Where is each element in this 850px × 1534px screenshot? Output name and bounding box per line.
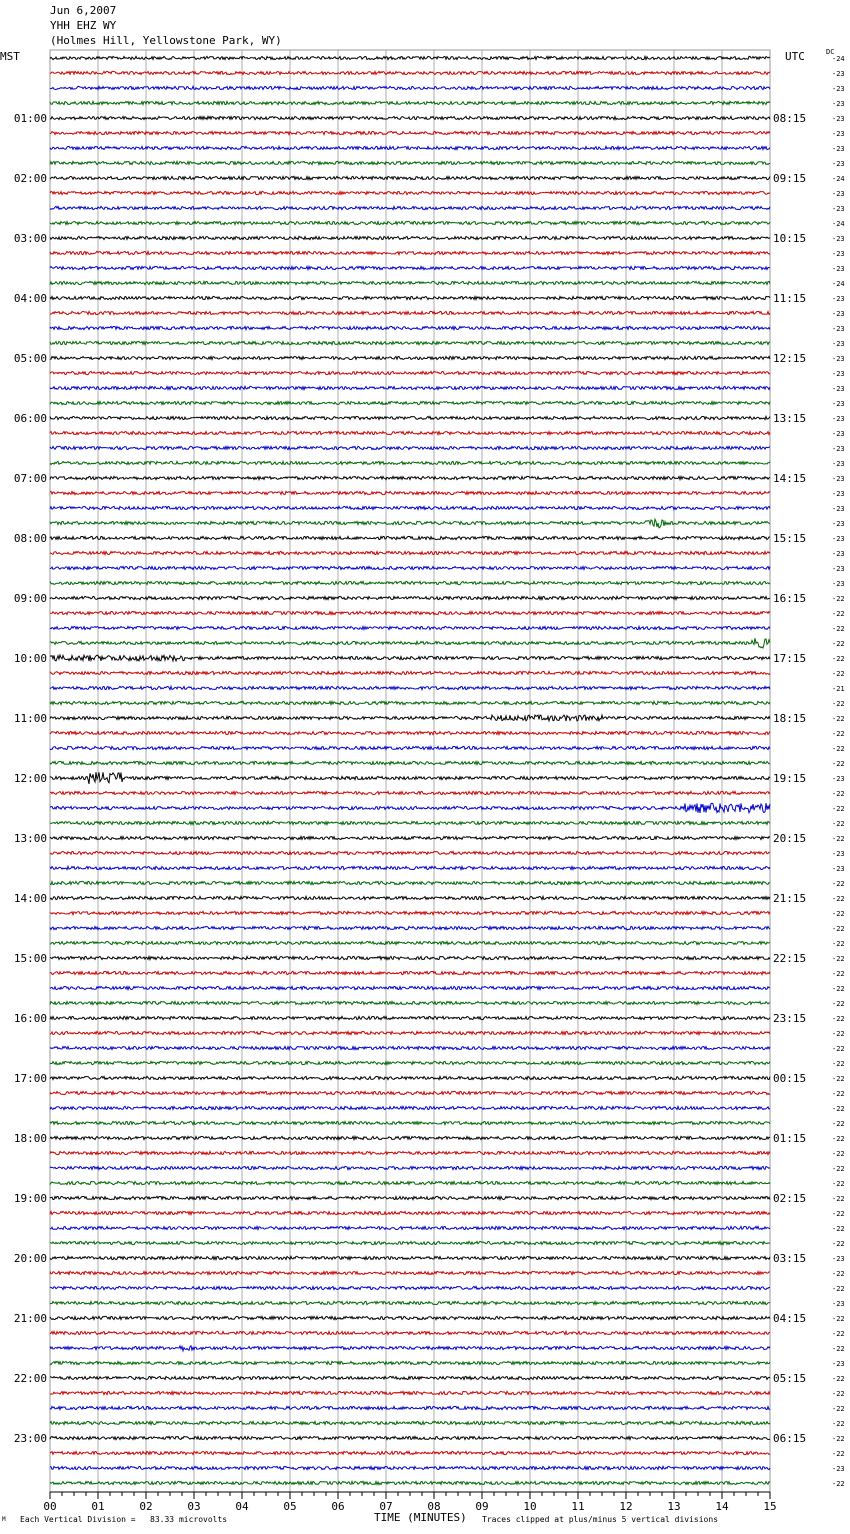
trace-line bbox=[50, 146, 770, 149]
utc-hour-label: 04:15 bbox=[773, 1312, 807, 1325]
dc-offset-value: -21 bbox=[832, 685, 845, 693]
dc-offset-value: -23 bbox=[832, 850, 845, 858]
trace-line bbox=[50, 461, 770, 464]
trace-line bbox=[50, 626, 770, 629]
trace-line bbox=[50, 731, 770, 734]
trace-line bbox=[50, 56, 770, 59]
mst-hour-label: 07:00 bbox=[13, 472, 47, 485]
dc-offset-value: -22 bbox=[832, 1330, 845, 1338]
x-tick-label: 12 bbox=[619, 1500, 633, 1513]
station-location: (Holmes Hill, Yellowstone Park, WY) bbox=[50, 34, 282, 47]
dc-offset-value: -22 bbox=[832, 955, 845, 963]
utc-hour-label: 17:15 bbox=[773, 652, 807, 665]
dc-offset-value: -23 bbox=[832, 535, 845, 543]
dc-offset-value: -22 bbox=[832, 715, 845, 723]
record-date: Jun 6,2007 bbox=[50, 4, 117, 17]
trace-line bbox=[50, 1166, 770, 1169]
dc-offset-value: -22 bbox=[832, 1150, 845, 1158]
dc-offset-header: DC bbox=[826, 48, 835, 56]
mst-hour-label: 18:00 bbox=[13, 1132, 47, 1145]
trace-line bbox=[50, 1391, 770, 1394]
trace-line bbox=[50, 1106, 770, 1109]
mst-hour-label: 19:00 bbox=[13, 1192, 47, 1205]
trace-line bbox=[50, 101, 770, 104]
trace-line bbox=[50, 1301, 770, 1304]
utc-hour-label: 08:15 bbox=[773, 112, 807, 125]
utc-hour-label: 11:15 bbox=[773, 292, 807, 305]
utc-hour-label: 09:15 bbox=[773, 172, 807, 185]
trace-line bbox=[50, 803, 770, 813]
dc-offset-value: -23 bbox=[832, 115, 845, 123]
dc-offset-value: -23 bbox=[832, 505, 845, 513]
mst-hour-label: 20:00 bbox=[13, 1252, 47, 1265]
trace-line bbox=[50, 566, 770, 569]
trace-line bbox=[50, 1196, 770, 1199]
dc-offset-value: -23 bbox=[832, 130, 845, 138]
dc-offset-value: -22 bbox=[832, 910, 845, 918]
trace-line bbox=[50, 236, 770, 239]
dc-offset-value: -22 bbox=[832, 1225, 845, 1233]
trace-line bbox=[50, 1451, 770, 1454]
dc-offset-value: -23 bbox=[832, 100, 845, 108]
trace-line bbox=[50, 386, 770, 389]
trace-line bbox=[50, 1181, 770, 1184]
mst-hour-label: 12:00 bbox=[13, 772, 47, 785]
trace-line bbox=[50, 926, 770, 930]
dc-offset-value: -22 bbox=[832, 970, 845, 978]
dc-offset-value: -23 bbox=[832, 325, 845, 333]
x-tick-label: 00 bbox=[43, 1500, 57, 1513]
trace-line bbox=[50, 701, 770, 704]
seismic-traces bbox=[50, 55, 845, 1488]
dc-offset-value: -22 bbox=[832, 1390, 845, 1398]
trace-line bbox=[50, 476, 770, 479]
utc-hour-label: 16:15 bbox=[773, 592, 807, 605]
dc-offset-value: -24 bbox=[832, 55, 845, 63]
trace-line bbox=[50, 1436, 770, 1439]
x-tick-label: 06 bbox=[331, 1500, 345, 1513]
x-tick-label: 11 bbox=[571, 1500, 585, 1513]
dc-offset-value: -22 bbox=[832, 820, 845, 828]
dc-offset-value: -23 bbox=[832, 250, 845, 258]
dc-offset-value: -22 bbox=[832, 1375, 845, 1383]
dc-offset-value: -23 bbox=[832, 205, 845, 213]
mst-hour-label: 10:00 bbox=[13, 652, 47, 665]
trace-line bbox=[50, 1256, 770, 1259]
dc-offset-value: -22 bbox=[832, 1435, 845, 1443]
trace-line bbox=[50, 671, 770, 674]
dc-offset-value: -22 bbox=[832, 730, 845, 738]
trace-line bbox=[50, 715, 770, 721]
trace-line bbox=[50, 746, 770, 749]
mst-hour-label: 14:00 bbox=[13, 892, 47, 905]
trace-line bbox=[50, 1481, 770, 1484]
trace-line bbox=[50, 1361, 770, 1364]
dc-offset-value: -23 bbox=[832, 160, 845, 168]
trace-line bbox=[50, 581, 770, 584]
trace-line bbox=[50, 71, 770, 74]
trace-line bbox=[50, 956, 770, 959]
dc-offset-value: -22 bbox=[832, 700, 845, 708]
x-tick-label: 10 bbox=[523, 1500, 537, 1513]
utc-hour-label: 21:15 bbox=[773, 892, 807, 905]
trace-line bbox=[50, 881, 770, 884]
corner-mark: M bbox=[2, 1516, 6, 1523]
trace-line bbox=[50, 1406, 770, 1409]
mst-hour-label: 06:00 bbox=[13, 412, 47, 425]
dc-offset-value: -22 bbox=[832, 925, 845, 933]
dc-offset-value: -22 bbox=[832, 760, 845, 768]
dc-offset-value: -24 bbox=[832, 175, 845, 183]
dc-offset-value: -22 bbox=[832, 1165, 845, 1173]
dc-offset-value: -23 bbox=[832, 460, 845, 468]
x-tick-label: 13 bbox=[667, 1500, 681, 1513]
trace-line bbox=[50, 491, 770, 494]
trace-line bbox=[50, 251, 770, 254]
trace-line bbox=[50, 161, 770, 164]
dc-offset-value: -23 bbox=[832, 1255, 845, 1263]
dc-offset-value: -22 bbox=[832, 1270, 845, 1278]
dc-offset-value: -23 bbox=[832, 370, 845, 378]
dc-offset-value: -22 bbox=[832, 1120, 845, 1128]
trace-line bbox=[50, 1046, 770, 1049]
x-tick-label: 03 bbox=[187, 1500, 201, 1513]
trace-line bbox=[50, 266, 770, 269]
trace-line bbox=[50, 821, 770, 824]
mst-hour-label: 17:00 bbox=[13, 1072, 47, 1085]
dc-offset-value: -23 bbox=[832, 550, 845, 558]
dc-offset-value: -23 bbox=[832, 475, 845, 483]
x-tick-label: 14 bbox=[715, 1500, 729, 1513]
trace-line bbox=[50, 431, 770, 434]
trace-line bbox=[50, 1466, 770, 1469]
dc-offset-value: -22 bbox=[832, 1090, 845, 1098]
mst-hour-label: 11:00 bbox=[13, 712, 47, 725]
left-timezone-label: MST bbox=[0, 50, 20, 63]
trace-line bbox=[50, 326, 770, 329]
mst-hour-label: 01:00 bbox=[13, 112, 47, 125]
clipping-note: Traces clipped at plus/minus 5 vertical divisions bbox=[482, 1515, 719, 1524]
trace-line bbox=[50, 1331, 770, 1334]
trace-line bbox=[50, 941, 770, 944]
trace-line bbox=[50, 341, 770, 344]
dc-offset-value: -23 bbox=[832, 355, 845, 363]
trace-line bbox=[50, 596, 770, 599]
dc-offset-value: -22 bbox=[832, 1105, 845, 1113]
trace-line bbox=[50, 206, 770, 209]
trace-line bbox=[50, 401, 770, 404]
trace-line bbox=[50, 1001, 770, 1004]
mst-hour-label: 16:00 bbox=[13, 1012, 47, 1025]
dc-offset-value: -22 bbox=[832, 1075, 845, 1083]
dc-offset-value: -22 bbox=[832, 1450, 845, 1458]
x-tick-label: 02 bbox=[139, 1500, 153, 1513]
dc-offset-value: -23 bbox=[832, 445, 845, 453]
dc-offset-value: -22 bbox=[832, 1000, 845, 1008]
time-grid bbox=[50, 50, 770, 1492]
mst-hour-label: 03:00 bbox=[13, 232, 47, 245]
dc-offset-value: -23 bbox=[832, 580, 845, 588]
utc-hour-label: 18:15 bbox=[773, 712, 807, 725]
trace-line bbox=[50, 655, 770, 661]
dc-offset-value: -22 bbox=[832, 1240, 845, 1248]
dc-offset-value: -23 bbox=[832, 775, 845, 783]
trace-line bbox=[50, 551, 770, 554]
dc-offset-value: -22 bbox=[832, 1405, 845, 1413]
trace-line bbox=[50, 1031, 770, 1034]
trace-line bbox=[50, 1016, 770, 1019]
station-code: YHH EHZ WY bbox=[50, 19, 117, 32]
dc-offset-value: -23 bbox=[832, 430, 845, 438]
dc-offset-value: -23 bbox=[832, 190, 845, 198]
utc-hour-label: 00:15 bbox=[773, 1072, 807, 1085]
dc-offset-value: -22 bbox=[832, 835, 845, 843]
dc-offset-value: -22 bbox=[832, 610, 845, 618]
dc-offset-value: -22 bbox=[832, 880, 845, 888]
mst-hour-label: 08:00 bbox=[13, 532, 47, 545]
mst-hour-label: 23:00 bbox=[13, 1432, 47, 1445]
trace-line bbox=[50, 1211, 770, 1214]
utc-hour-label: 19:15 bbox=[773, 772, 807, 785]
dc-offset-value: -22 bbox=[832, 985, 845, 993]
utc-hour-label: 23:15 bbox=[773, 1012, 807, 1025]
x-tick-label: 04 bbox=[235, 1500, 249, 1513]
x-axis-title: TIME (MINUTES) bbox=[374, 1511, 467, 1524]
dc-offset-value: -22 bbox=[832, 1195, 845, 1203]
trace-line bbox=[50, 1241, 770, 1244]
x-tick-label: 05 bbox=[283, 1500, 297, 1513]
trace-line bbox=[50, 1286, 770, 1289]
trace-line bbox=[50, 1121, 770, 1124]
trace-line bbox=[50, 1076, 770, 1079]
dc-offset-value: -22 bbox=[832, 625, 845, 633]
utc-hour-label: 10:15 bbox=[773, 232, 807, 245]
trace-line bbox=[50, 1091, 770, 1094]
dc-offset-value: -22 bbox=[832, 1030, 845, 1038]
trace-line bbox=[50, 446, 770, 449]
utc-hour-label: 01:15 bbox=[773, 1132, 807, 1145]
trace-line bbox=[50, 281, 770, 284]
trace-line bbox=[50, 836, 770, 839]
trace-line bbox=[50, 1061, 770, 1064]
dc-offset-value: -23 bbox=[832, 400, 845, 408]
x-tick-label: 08 bbox=[427, 1500, 441, 1513]
dc-offset-value: -22 bbox=[832, 640, 845, 648]
trace-line bbox=[50, 416, 770, 419]
x-tick-label: 07 bbox=[379, 1500, 393, 1513]
dc-offset-value: -22 bbox=[832, 1180, 845, 1188]
trace-line bbox=[50, 519, 770, 528]
trace-line bbox=[50, 1376, 770, 1379]
dc-offset-value: -23 bbox=[832, 340, 845, 348]
dc-offset-value: -23 bbox=[832, 1300, 845, 1308]
trace-line bbox=[50, 536, 770, 539]
trace-line bbox=[50, 116, 770, 119]
mst-hour-label: 13:00 bbox=[13, 832, 47, 845]
dc-offset-value: -22 bbox=[832, 805, 845, 813]
dc-offset-value: -22 bbox=[832, 1285, 845, 1293]
dc-offset-value: -24 bbox=[832, 280, 845, 288]
dc-offset-value: -22 bbox=[832, 1315, 845, 1323]
trace-line bbox=[50, 1316, 770, 1319]
trace-line bbox=[50, 911, 770, 914]
dc-offset-value: -22 bbox=[832, 745, 845, 753]
trace-line bbox=[50, 866, 770, 869]
mst-hour-label: 15:00 bbox=[13, 952, 47, 965]
mst-hour-label: 04:00 bbox=[13, 292, 47, 305]
trace-line bbox=[50, 772, 770, 784]
dc-offset-value: -23 bbox=[832, 85, 845, 93]
trace-line bbox=[50, 371, 770, 374]
right-timezone-label: UTC bbox=[785, 50, 805, 63]
mst-hour-label: 22:00 bbox=[13, 1372, 47, 1385]
trace-line bbox=[50, 986, 770, 989]
dc-offset-value: -24 bbox=[832, 220, 845, 228]
plot-frame bbox=[50, 50, 770, 1492]
utc-hour-label: 06:15 bbox=[773, 1432, 807, 1445]
utc-hour-label: 03:15 bbox=[773, 1252, 807, 1265]
trace-line bbox=[50, 1346, 770, 1351]
dc-offset-value: -22 bbox=[832, 1210, 845, 1218]
utc-hour-label: 14:15 bbox=[773, 472, 807, 485]
dc-offset-value: -23 bbox=[832, 235, 845, 243]
mst-hour-label: 09:00 bbox=[13, 592, 47, 605]
trace-line bbox=[50, 296, 770, 299]
vertical-division-note: Each Vertical Division = 83.33 microvolts bbox=[20, 1515, 228, 1524]
trace-line bbox=[50, 761, 770, 764]
x-tick-label: 01 bbox=[91, 1500, 105, 1513]
dc-offset-value: -22 bbox=[832, 940, 845, 948]
x-tick-label: 09 bbox=[475, 1500, 489, 1513]
dc-offset-value: -22 bbox=[832, 655, 845, 663]
dc-offset-value: -22 bbox=[832, 895, 845, 903]
dc-offset-value: -23 bbox=[832, 385, 845, 393]
utc-hour-label: 22:15 bbox=[773, 952, 807, 965]
dc-offset-value: -23 bbox=[832, 565, 845, 573]
dc-offset-value: -23 bbox=[832, 265, 845, 273]
dc-offset-value: -22 bbox=[832, 1060, 845, 1068]
dc-offset-value: -22 bbox=[832, 1045, 845, 1053]
trace-line bbox=[50, 221, 770, 224]
dc-offset-value: -22 bbox=[832, 1135, 845, 1143]
dc-offset-value: -22 bbox=[832, 1015, 845, 1023]
trace-line bbox=[50, 1421, 770, 1424]
x-tick-label: 15 bbox=[763, 1500, 777, 1513]
utc-hour-label: 12:15 bbox=[773, 352, 807, 365]
dc-offset-value: -22 bbox=[832, 1420, 845, 1428]
dc-offset-value: -23 bbox=[832, 310, 845, 318]
utc-hour-label: 20:15 bbox=[773, 832, 807, 845]
dc-offset-value: -23 bbox=[832, 865, 845, 873]
dc-offset-value: -22 bbox=[832, 1480, 845, 1488]
mst-hour-label: 02:00 bbox=[13, 172, 47, 185]
trace-line bbox=[50, 1226, 770, 1229]
dc-offset-value: -23 bbox=[832, 520, 845, 528]
dc-offset-value: -22 bbox=[832, 670, 845, 678]
utc-hour-label: 13:15 bbox=[773, 412, 807, 425]
trace-line bbox=[50, 131, 770, 134]
dc-offset-value: -23 bbox=[832, 1360, 845, 1368]
dc-offset-value: -23 bbox=[832, 490, 845, 498]
mst-hour-label: 21:00 bbox=[13, 1312, 47, 1325]
dc-offset-value: -23 bbox=[832, 295, 845, 303]
trace-line bbox=[50, 1136, 770, 1139]
trace-line bbox=[50, 686, 770, 689]
dc-offset-value: -23 bbox=[832, 1465, 845, 1473]
mst-hour-label: 05:00 bbox=[13, 352, 47, 365]
trace-line bbox=[50, 638, 770, 648]
dc-offset-value: -23 bbox=[832, 145, 845, 153]
trace-line bbox=[50, 356, 770, 359]
utc-hour-label: 05:15 bbox=[773, 1372, 807, 1385]
trace-line bbox=[50, 191, 770, 194]
trace-line bbox=[50, 1271, 770, 1274]
trace-line bbox=[50, 1151, 770, 1154]
utc-hour-label: 15:15 bbox=[773, 532, 807, 545]
utc-hour-label: 02:15 bbox=[773, 1192, 807, 1205]
trace-line bbox=[50, 971, 770, 974]
trace-line bbox=[50, 611, 770, 614]
dc-offset-value: -22 bbox=[832, 595, 845, 603]
dc-offset-value: -23 bbox=[832, 70, 845, 78]
dc-offset-value: -23 bbox=[832, 415, 845, 423]
trace-line bbox=[50, 86, 770, 89]
dc-offset-value: -22 bbox=[832, 790, 845, 798]
trace-line bbox=[50, 311, 770, 314]
dc-offset-value: -22 bbox=[832, 1345, 845, 1353]
time-axis bbox=[43, 1492, 776, 1513]
trace-line bbox=[50, 791, 770, 794]
trace-line bbox=[50, 176, 770, 179]
trace-line bbox=[50, 506, 770, 509]
trace-line bbox=[50, 851, 770, 854]
trace-line bbox=[50, 896, 770, 899]
